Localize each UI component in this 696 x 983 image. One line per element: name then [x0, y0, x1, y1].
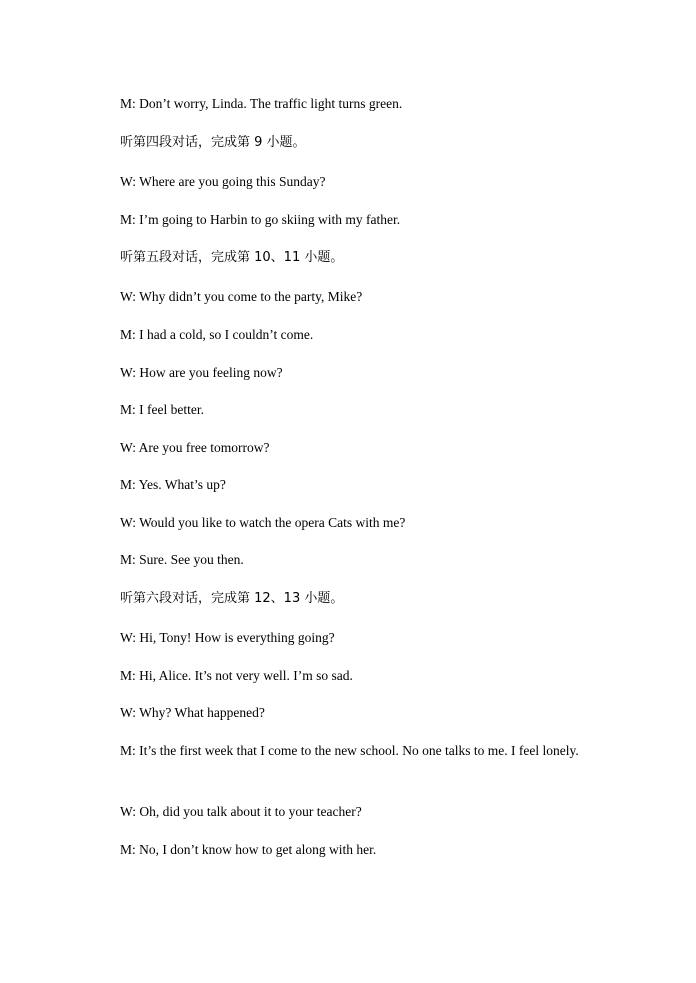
dialogue-line: W: How are you feeling now?: [120, 365, 283, 380]
dialogue-line: M: I had a cold, so I couldn’t come.: [120, 327, 314, 342]
section-heading: 听第五段对话，完成第 10、11 小题。: [120, 250, 344, 265]
section-heading: 听第四段对话，完成第 9 小题。: [120, 135, 306, 150]
dialogue-line-wrapped: M: It’s the first week that I come to the new school. No one talks to me. I feel lonely.: [120, 743, 579, 758]
dialogue-line: M: No, I don’t know how to get along with her.: [120, 842, 377, 857]
dialogue-line: W: Would you like to watch the opera Cats with me?: [120, 515, 406, 530]
dialogue-line: M: Yes. What’s up?: [120, 477, 226, 492]
dialogue-line: M: Hi, Alice. It’s not very well. I’m so sad.: [120, 668, 353, 683]
dialogue-line: M: Sure. See you then.: [120, 552, 244, 567]
dialogue-line: M: I feel better.: [120, 402, 204, 417]
dialogue-line: M: Don’t worry, Linda. The traffic light turns green.: [120, 96, 403, 111]
dialogue-line: W: Oh, did you talk about it to your teacher?: [120, 804, 362, 819]
dialogue-line: W: Hi, Tony! How is everything going?: [120, 630, 335, 645]
dialogue-line: W: Why? What happened?: [120, 705, 265, 720]
section-heading: 听第六段对话，完成第 12、13 小题。: [120, 591, 344, 606]
dialogue-line: M: I’m going to Harbin to go skiing with my father.: [120, 212, 401, 227]
dialogue-line: W: Are you free tomorrow?: [120, 440, 270, 455]
dialogue-line: W: Why didn’t you come to the party, Mike?: [120, 289, 363, 304]
dialogue-line: W: Where are you going this Sunday?: [120, 174, 326, 189]
